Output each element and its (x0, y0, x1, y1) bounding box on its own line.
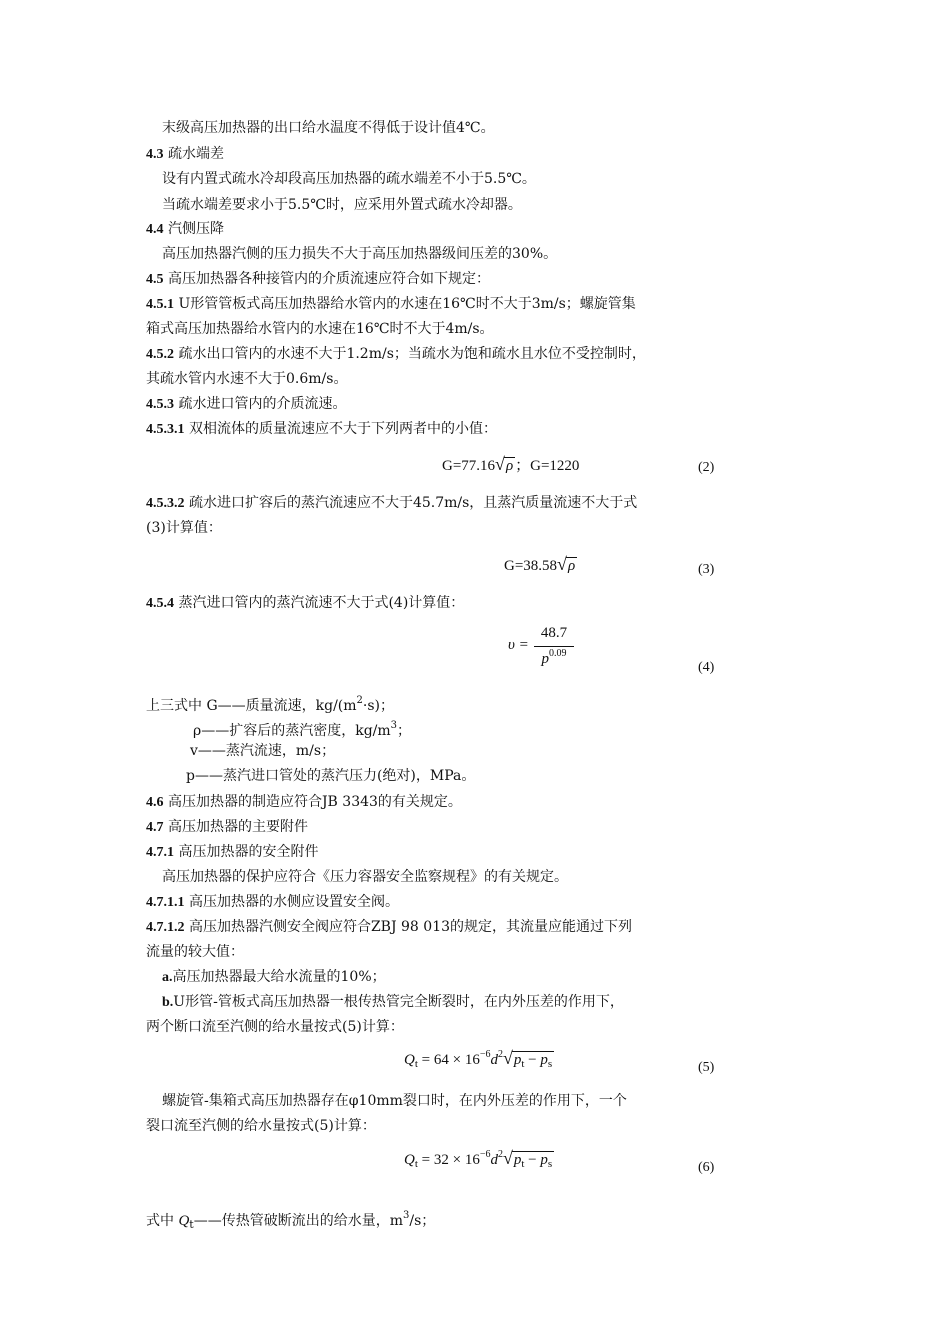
section-heading: 4.3 疏水端差 (146, 146, 224, 162)
text-line: 4.5.3 疏水进口管内的介质流速。 (146, 396, 347, 412)
text-line: 其疏水管内水速不大于0.6m/s。 (146, 371, 348, 387)
equation-2: G=77.16√ρ ；G=1220 (442, 454, 580, 474)
text-line: 末级高压加热器的出口给水温度不得低于设计值4℃。 (162, 120, 495, 136)
text-line: 4.7.1.1 高压加热器的水侧应设置安全阀。 (146, 894, 399, 910)
text-line: 箱式高压加热器给水管内的水速在16℃时不大于4m/s。 (146, 321, 494, 337)
text-line: 当疏水端差要求小于5.5℃时，应采用外置式疏水冷却器。 (162, 197, 522, 213)
text-line: 4.5.1 U形管管板式高压加热器给水管内的水速在16℃时不大于3m/s；螺旋管集 (146, 296, 636, 312)
list-item: b.U形管-管板式高压加热器一根传热管完全断裂时，在内外压差的作用下， (162, 994, 624, 1010)
equation-6: $Q_t = 32 \times 16^{-6}d^2√p_t - p_s$ (404, 1148, 553, 1170)
text-line: 设有内置式疏水冷却段高压加热器的疏水端差不小于5.5℃。 (162, 171, 536, 187)
equation-4-denominator: $p^{0.09}$ (541, 648, 567, 667)
section-heading: 4.7.1 高压加热器的安全附件 (146, 844, 319, 860)
definition-line: 上三式中 G——质量流速，$kg/(m^2\cdot s)$； (146, 695, 395, 714)
definition-line: p——蒸汽进口管处的蒸汽压力(绝对)，MPa。 (186, 768, 476, 784)
text-line: 裂口流至汽侧的给水量按式(5)计算： (146, 1118, 376, 1134)
text-line: 4.5.4 蒸汽进口管内的蒸汽流速不大于式(4)计算值： (146, 595, 465, 611)
fraction-bar (534, 646, 574, 647)
text-line: 4.5.3.1 双相流体的质量流速应不大于下列两者中的小值： (146, 421, 497, 437)
text-line: 流量的较大值： (146, 944, 244, 960)
text-line: 4.5.2 疏水出口管内的水速不大于1.2m/s；当疏水为饱和疏水且水位不受控制时， (146, 346, 646, 362)
equation-number: (3) (698, 562, 715, 577)
section-heading: 4.5 高压加热器各种接管内的介质流速应符合如下规定： (146, 271, 490, 287)
section-heading: 4.6 高压加热器的制造应符合JB 3343的有关规定。 (146, 794, 462, 810)
equation-number: (4) (698, 660, 715, 675)
section-heading: 4.4 汽侧压降 (146, 221, 224, 237)
list-item: a.高压加热器最大给水流量的10%； (162, 969, 386, 985)
definition-line: ρ——扩容后的蒸汽密度，$kg/m^3$； (193, 720, 412, 739)
definition-line: 式中 $Q_t——$传热管破断流出的给水量，$m^3/s$； (146, 1210, 436, 1231)
text-line: 4.7.1.2 高压加热器汽侧安全阀应符合ZBJ 98 013的规定，其流量应能通过下列 (146, 919, 633, 935)
equation-4-lhs: υ = (508, 637, 529, 653)
definition-line: v——蒸汽流速，m/s； (190, 743, 336, 759)
text-line: 高压加热器汽侧的压力损失不大于高压加热器级间压差的30%。 (162, 246, 558, 262)
text-line: 螺旋管-集箱式高压加热器存在φ10mm裂口时，在内外压差的作用下，一个 (162, 1093, 627, 1109)
equation-number: (6) (698, 1160, 715, 1175)
equation-number: (5) (698, 1060, 715, 1075)
text-line: 两个断口流至汽侧的给水量按式(5)计算： (146, 1019, 404, 1035)
equation-3: G=38.58√ρ (504, 554, 576, 574)
section-heading: 4.7 高压加热器的主要附件 (146, 819, 308, 835)
equation-4-numerator: 48.7 (540, 625, 568, 641)
equation-number: (2) (698, 460, 715, 475)
text-line: 4.5.3.2 疏水进口扩容后的蒸汽流速应不大于45.7m/s，且蒸汽质量流速不大于式 (146, 495, 638, 511)
equation-5: $Q_t = 64 \times 16^{-6}d^2√p_t - p_s$ (404, 1048, 553, 1070)
text-line: 高压加热器的保护应符合《压力容器安全监察规程》的有关规定。 (162, 869, 568, 885)
text-line: (3)计算值： (146, 520, 222, 536)
